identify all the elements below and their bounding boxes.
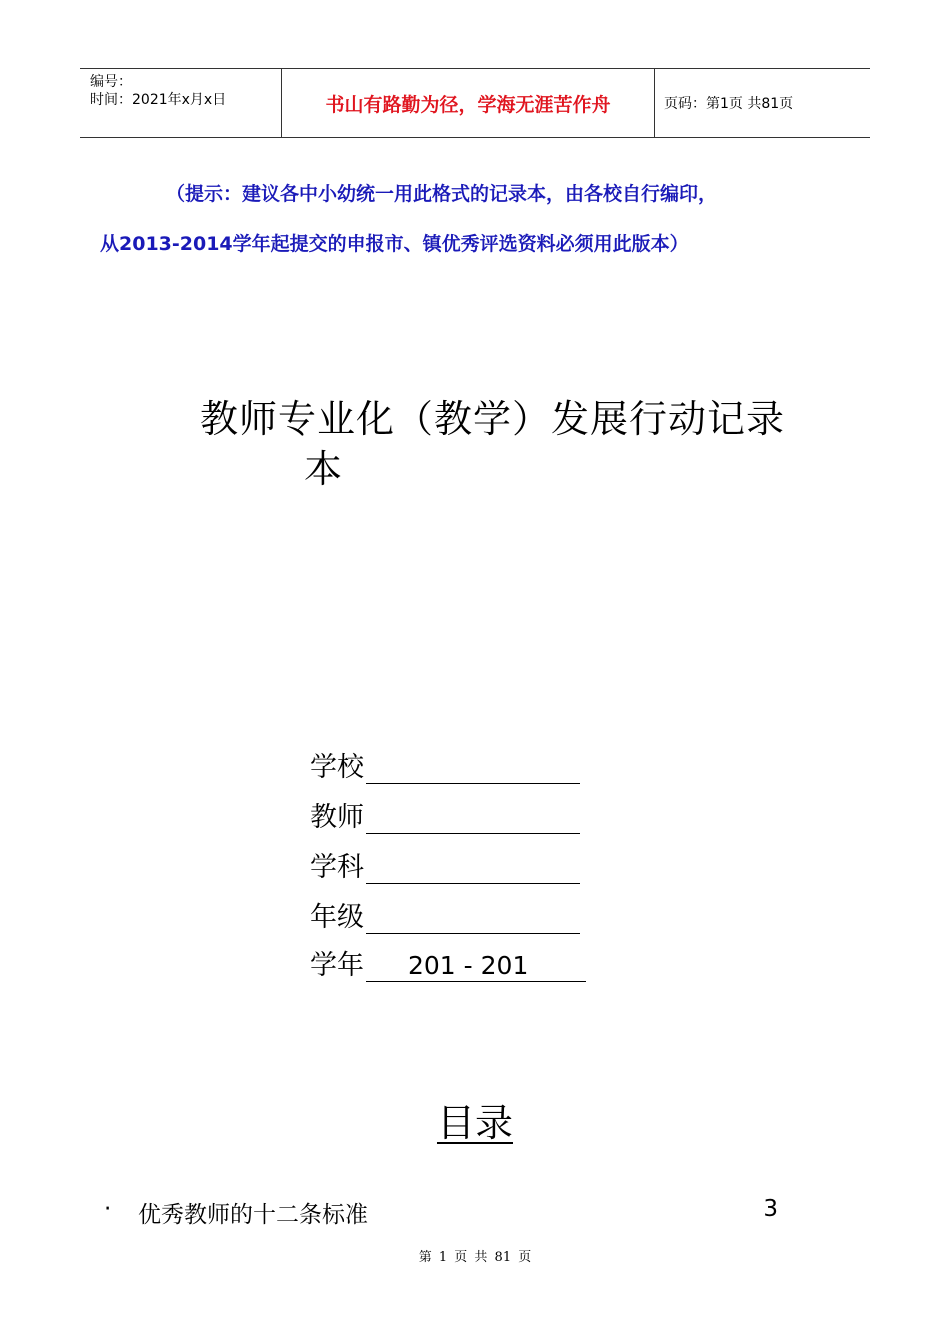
field-year-value[interactable]: 201 - 201: [366, 951, 586, 982]
header-page-info: 页码：第1页 共81页: [664, 96, 794, 112]
header-motto: 书山有路勤为径，学海无涯苦作舟: [325, 93, 611, 116]
field-school-blank[interactable]: [366, 755, 580, 784]
field-school: [310, 750, 580, 784]
toc-title-text: 目录: [436, 1101, 513, 1145]
hint-line-1: （提示：建议各中小幼统一用此格式的记录本，由各校自行编印，: [166, 183, 718, 205]
toc-item[interactable]: [104, 1196, 784, 1230]
field-year-label: 学年: [310, 950, 364, 981]
toc-item-label: 优秀教师的十二条标准: [138, 1202, 368, 1228]
number-label: 编号：: [90, 74, 132, 90]
toc-item-page: 3: [763, 1196, 778, 1222]
title-line-1: 教师专业化（教学）发展行动记录: [200, 397, 786, 441]
page-footer: 第 1 页 共 81 页: [418, 1250, 532, 1265]
field-subject-label: 学科: [310, 852, 364, 883]
field-teacher: [310, 800, 580, 834]
hint-line-2: 从2013-2014学年起提交的申报市、镇优秀评选资料必须用此版本）: [100, 233, 689, 255]
field-grade: [310, 900, 580, 934]
header-divider-right: [654, 69, 655, 137]
document-title: [200, 394, 860, 494]
field-grade-label: 年级: [310, 902, 364, 933]
field-subject: [310, 850, 580, 884]
toc-title: [0, 1092, 950, 1147]
title-line-2: 本: [304, 447, 344, 491]
field-year: [310, 948, 586, 982]
page-header: [80, 68, 870, 138]
field-teacher-label: 教师: [310, 802, 364, 833]
field-grade-blank[interactable]: [366, 905, 580, 934]
field-school-label: 学校: [310, 752, 364, 783]
toc-bullet: ·: [104, 1196, 112, 1222]
header-meta: [90, 73, 226, 109]
field-subject-blank[interactable]: [366, 855, 580, 884]
field-teacher-blank[interactable]: [366, 805, 580, 834]
time-label: 时间：2021年x月x日: [90, 92, 227, 108]
